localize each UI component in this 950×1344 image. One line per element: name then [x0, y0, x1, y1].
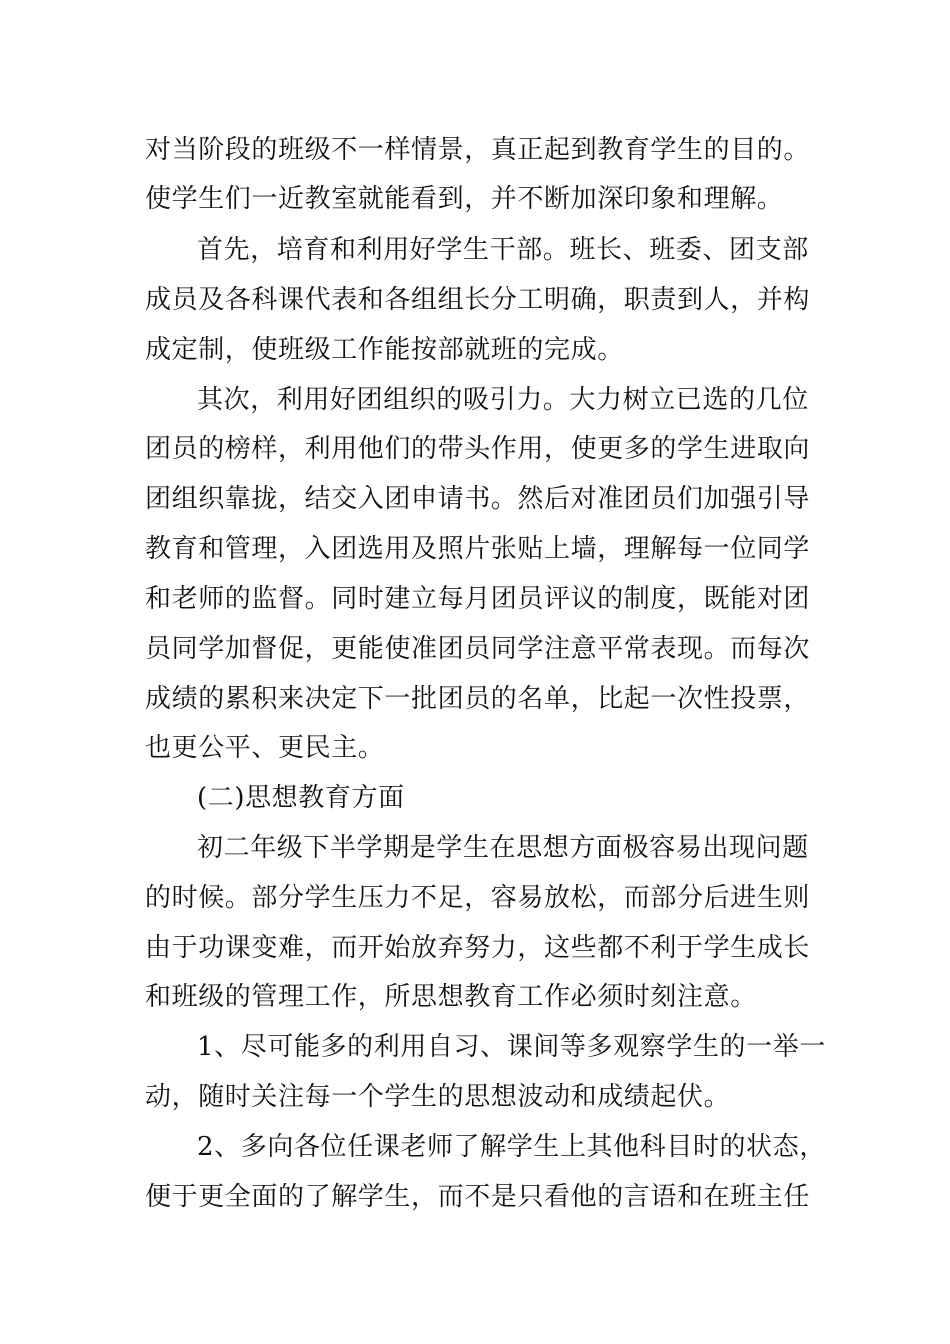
section-heading: (二)思想教育方面	[197, 783, 405, 813]
text-line-12: 成绩的累积来决定下一批团员的名单，比起一次性投票，	[145, 684, 811, 714]
text-line-1: 对当阶段的班级不一样情景，真正起到教育学生的目的。	[145, 135, 811, 165]
text-line-2: 使学生们一近教室就能看到，并不断加深印象和理解。	[145, 184, 784, 214]
paragraph-first-line: 初二年级下半学期是学生在思想方面极容易出现问题	[197, 833, 809, 863]
paragraph-first-line: 首先，培育和利用好学生干部。班长、班委、团支部	[197, 235, 809, 265]
text-line-20: 动，随时关注每一个学生的思想波动和成绩起伏。	[145, 1082, 731, 1112]
text-line-9: 教育和管理，入团选用及照片张贴上墙，理解每一位同学	[145, 534, 811, 564]
text-line-17: 由于功课变难，而开始放弃努力，这些都不利于学生成长	[145, 933, 811, 963]
text-line-22: 便于更全面的了解学生，而不是只看他的言语和在班主任	[145, 1182, 811, 1212]
text-line-7: 团员的榜样，利用他们的带头作用，使更多的学生进取向	[145, 434, 811, 464]
text-line-5: 成定制，使班级工作能按部就班的完成。	[145, 335, 624, 365]
list-item-2-line: 2、多向各位任课老师了解学生上其他科目时的状态，	[197, 1132, 826, 1162]
text-line-18: 和班级的管理工作，所思想教育工作必须时刻注意。	[145, 982, 757, 1012]
text-line-8: 团组织靠拢，结交入团申请书。然后对准团员们加强引导	[145, 484, 811, 514]
text-line-11: 员同学加督促，更能使准团员同学注意平常表现。而每次	[145, 634, 811, 664]
text-line-4: 成员及各科课代表和各组组长分工明确，职责到人，并构	[145, 285, 811, 315]
list-item-1-line: 1、尽可能多的利用自习、课间等多观察学生的一举一	[197, 1032, 826, 1062]
paragraph-first-line: 其次，利用好团组织的吸引力。大力树立已选的几位	[197, 385, 809, 415]
text-line-16: 的时候。部分学生压力不足，容易放松，而部分后进生则	[145, 883, 811, 913]
text-line-10: 和老师的监督。同时建立每月团员评议的制度，既能对团	[145, 584, 811, 614]
text-line-13: 也更公平、更民主。	[145, 733, 385, 763]
